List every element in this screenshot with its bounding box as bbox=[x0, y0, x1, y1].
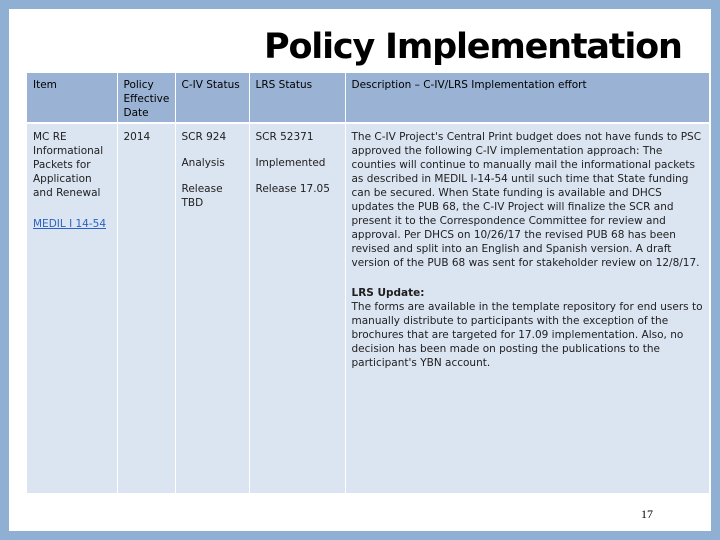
medil-link[interactable]: MEDIL I 14-54 bbox=[33, 218, 107, 230]
header-item: Item bbox=[27, 73, 117, 123]
item-name: MC RE Informational Packets for Application and Renewal bbox=[33, 131, 104, 199]
cell-lrs-status bbox=[249, 123, 345, 493]
cell-description bbox=[345, 123, 709, 493]
slide bbox=[9, 9, 711, 531]
page-number: 17 bbox=[641, 507, 653, 521]
civ-status-scr: SCR 924 bbox=[181, 131, 227, 143]
civ-status-phase: Analysis bbox=[181, 157, 225, 169]
description-civ: The C-IV Project's Central Print budget does not have funds to PSC approved the following C-IV implementation approach: The counties will continue to manually mail the informational packets as described in MEDIL I-14-54 until such time that State funding can be secured. When State funding is available and DHCS updates the PUB 68, the C-IV Project will finalize the SCR and present it to the Correspondence Committee for review and approval. Per DHCS on 10/26/17 the revised PUB 68 has been revised and split into an English and Spanish version. A draft version of the PUB 68 was sent for stakeholder review on 12/8/17. bbox=[351, 131, 702, 269]
description-lrs: The forms are available in the template repository for end users to manually distribute to participants with the exception of the brochures that are targeted for 17.09 implementation. Also, no decision has been made on posting the publications to the participant's YBN account. bbox=[351, 301, 703, 369]
cell-civ-status bbox=[175, 123, 249, 493]
cell-item bbox=[27, 123, 117, 493]
header-description: Description – C-IV/LRS Implementation effort bbox=[345, 73, 709, 123]
page-title: Policy Implementation bbox=[264, 27, 682, 67]
civ-status-release: Release TBD bbox=[181, 183, 223, 209]
table-header-row bbox=[27, 73, 709, 123]
lrs-status-scr: SCR 52371 bbox=[255, 131, 314, 143]
cell-effective-date bbox=[117, 123, 175, 493]
effective-date-value: 2014 bbox=[123, 131, 151, 143]
header-policy-effective-date: Policy Effective Date bbox=[117, 73, 175, 123]
policy-table bbox=[27, 73, 709, 493]
header-civ-status: C-IV Status bbox=[175, 73, 249, 123]
lrs-update-heading: LRS Update: bbox=[351, 287, 425, 299]
header-lrs-status: LRS Status bbox=[249, 73, 345, 123]
lrs-status-release: Release 17.05 bbox=[255, 183, 330, 195]
lrs-status-phase: Implemented bbox=[255, 157, 326, 169]
table-row bbox=[27, 123, 709, 493]
